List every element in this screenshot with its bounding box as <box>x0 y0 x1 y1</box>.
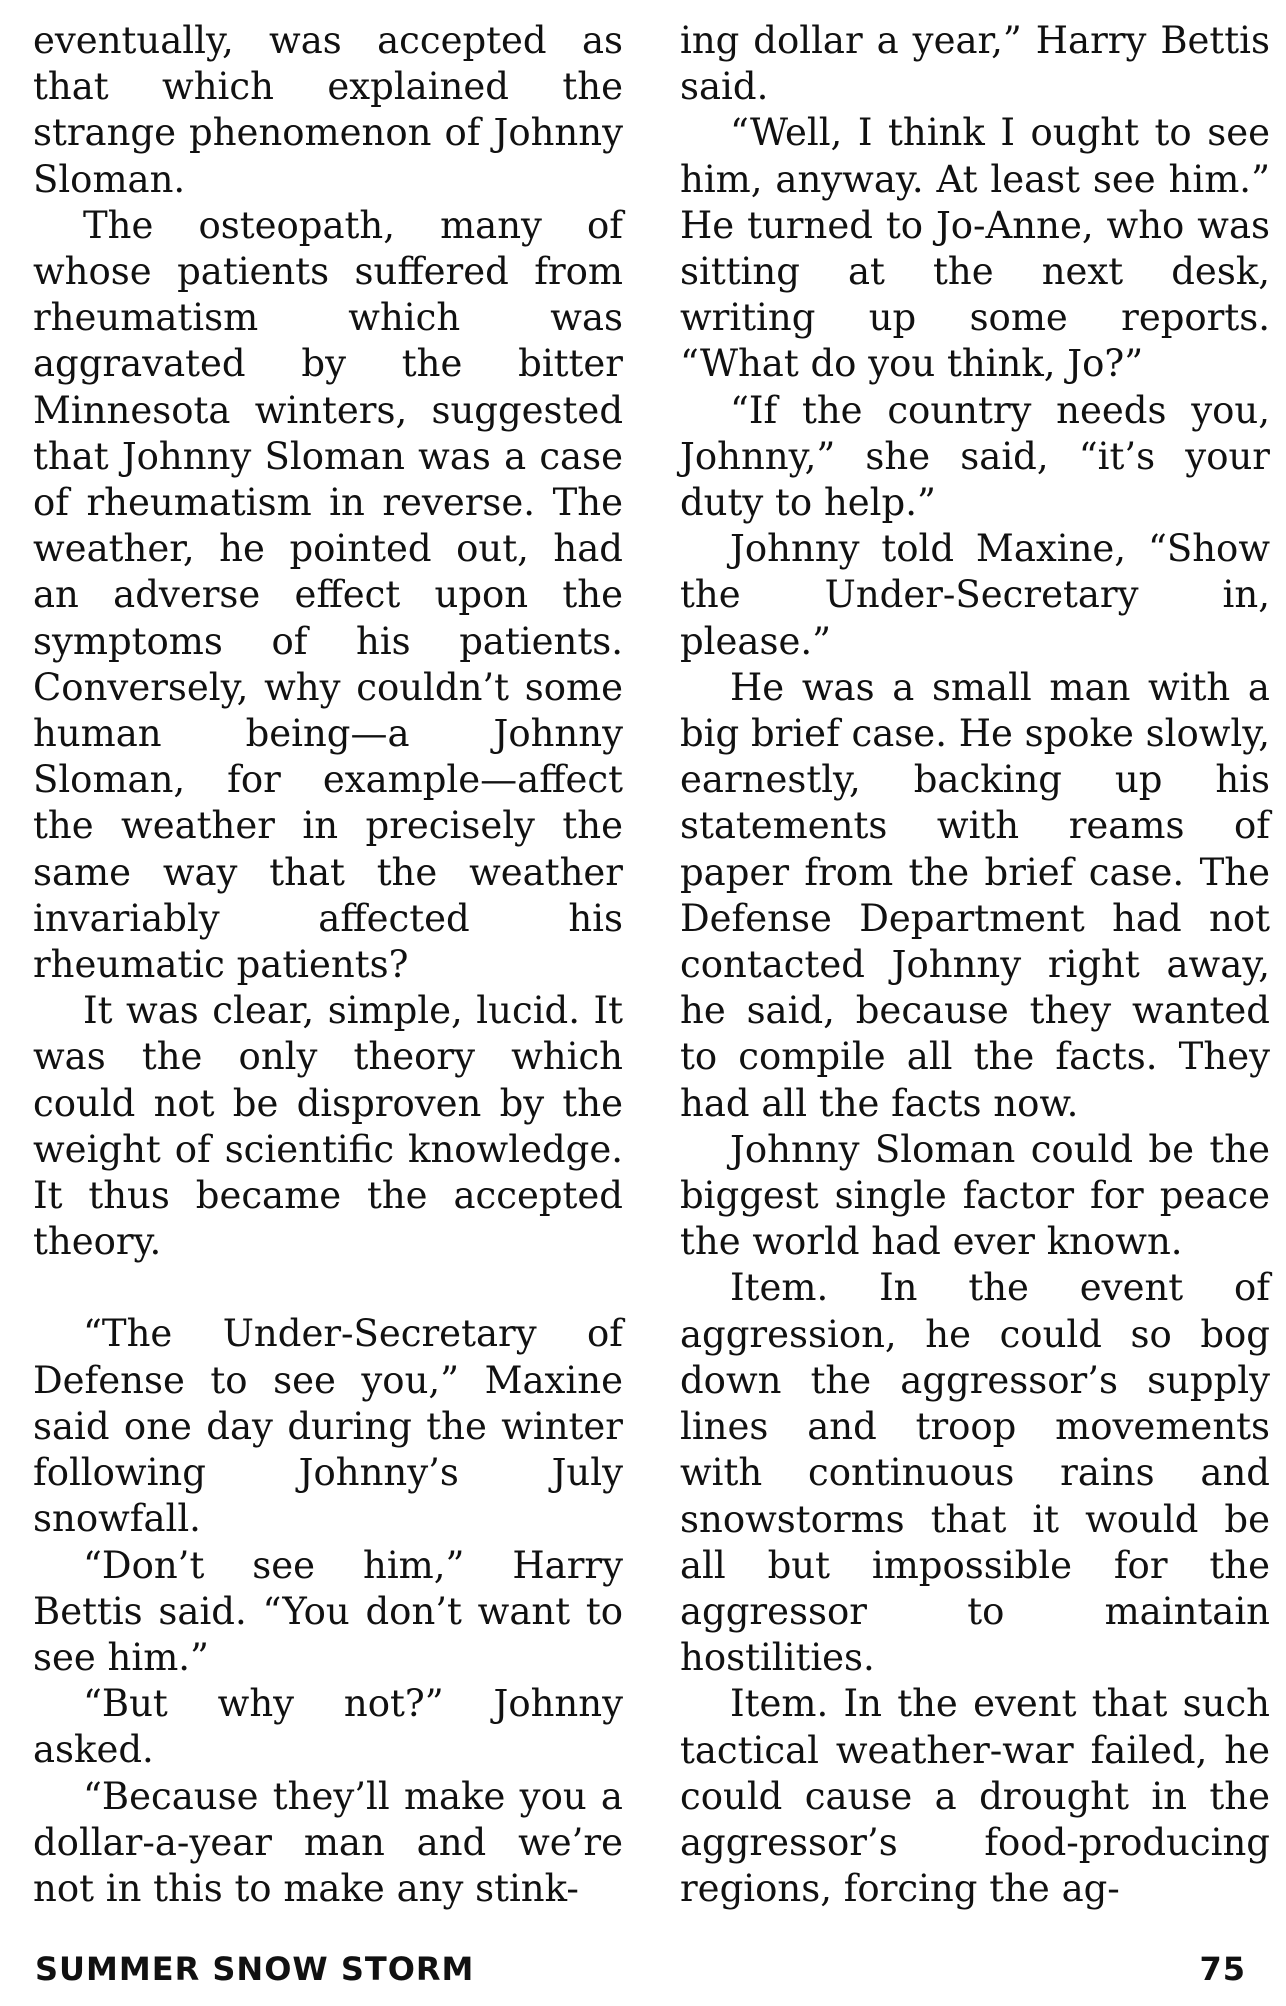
paragraph: eventually, was accepted as that which explained the strange phenomenon of Johnny Sloman. <box>33 19 623 201</box>
paragraph: Johnny Sloman could be the biggest single factor for peace the world had ever known. <box>680 1127 1270 1264</box>
paragraph: “Because they’ll make you a dollar-a-year man and we’re not in this to make any stink- <box>33 1774 623 1910</box>
running-title: SUMMER SNOW STORM <box>35 1950 475 1988</box>
paragraph: “Don’t see him,” Harry Bettis said. “You don’t want to see him.” <box>33 1543 623 1679</box>
page-number: 75 <box>1199 1950 1246 1988</box>
paragraph: Item. In the event that such tactical weather-war failed, he could cause a drought in the aggressor’s food-producing regions, forcing the ag- <box>680 1682 1270 1911</box>
left-column <box>33 18 623 1912</box>
section-break <box>33 1265 623 1311</box>
paragraph: Item. In the event of aggression, he could so bog down the aggressor’s supply lines and troop movements with continuous rains and snowstorms that it would be all but impossible for the aggressor to maintain hostilities. <box>680 1266 1270 1680</box>
right-column <box>680 18 1270 1912</box>
paragraph: “But why not?” Johnny asked. <box>33 1682 623 1772</box>
paragraph: Johnny told Maxine, “Show the Under-Secretary in, please.” <box>680 527 1270 663</box>
paragraph: “Well, I think I ought to see him, anyway. At least see him.” He turned to Jo-Anne, who was sitting at the next desk, writing up some reports. “What do you think, Jo?” <box>680 111 1270 386</box>
paragraph: The osteopath, many of whose patients suffered from rheumatism which was aggravated by the bitter Minnesota winters, suggested that Johnny Sloman was a case of rheumatism in reverse. The weather, he pointed out, had an adverse effect upon the symptoms of his patients. Conversely, why couldn’t some human being—a Johnny Sloman, for example—affect the weather in precisely the same way that the weather invariably affected his rheumatic patients? <box>33 203 623 987</box>
paragraph: “The Under-Secretary of Defense to see you,” Maxine said one day during the winter following Johnny’s July snowfall. <box>33 1312 623 1541</box>
paragraph: “If the country needs you, Johnny,” she said, “it’s your duty to help.” <box>680 388 1270 525</box>
paragraph: It was clear, simple, lucid. It was the only theory which could not be disproven by the weight of scientific knowledge. It thus became the accepted theory. <box>33 989 623 1264</box>
paragraph: ing dollar a year,” Harry Bettis said. <box>680 19 1270 109</box>
paragraph: He was a small man with a big brief case. He spoke slowly, earnestly, backing up his statements with reams of paper from the brief case. The Defense Department had not contacted Johnny right away, he said, because they wanted to compile all the facts. They had all the facts now. <box>680 665 1271 1125</box>
